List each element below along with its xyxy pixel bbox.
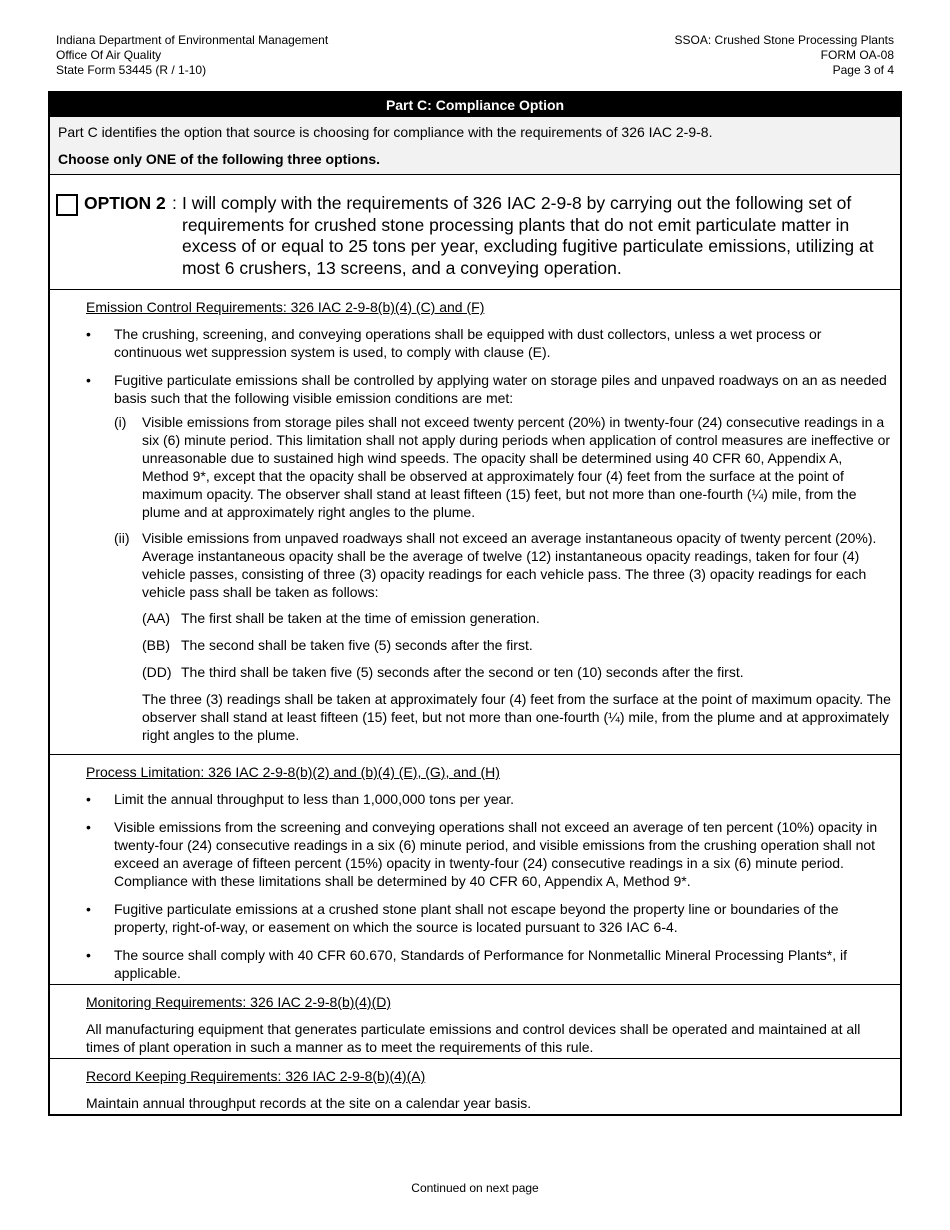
option-2 bbox=[50, 175, 900, 290]
process-limitation-title: Process Limitation: 326 IAC 2-9-8(b)(2) and (b)(4) (E), (G), and (H) bbox=[86, 764, 500, 780]
option-colon: : bbox=[172, 193, 177, 213]
intro-text: Part C identifies the option that source is choosing for compliance with the requirements of 326 IAC 2-9-8. bbox=[58, 124, 713, 140]
header-right bbox=[675, 33, 894, 78]
monitoring-title: Monitoring Requirements: 326 IAC 2-9-8(b)(4)(D) bbox=[86, 994, 391, 1010]
sub-item-ii: (ii) Visible emissions from unpaved roadways shall not exceed an average instantaneous opacity of twenty percent (20%). Average instantaneous opacity shall be the average of twelve (12) instantaneous opacity readings, taken for four (4) vehicle passes, consisting of three (3) opacity readings for each vehicle pass. The three (3) opacity readings for each vehicle pass shall be taken as follows: (AA) The first shall be taken at the time of emission generation. (BB) The second shall be taken five (5) seconds after the first. (DD) The third shall be taken five (5) seconds after the second or ten (10) seconds after the first. The three (3) readings shall be taken at approximately four (4) feet from the surface at the point of maximum opacity. The observer shall stand at least fifteen (15) feet, but not more than one-fourth (¼) mile, from the plume and at approximately right angles to the plume. bbox=[114, 530, 891, 743]
agency-name: Indiana Department of Environmental Management bbox=[56, 33, 329, 47]
sub-item-bb: (BB) The second shall be taken five (5) seconds after the first. bbox=[142, 637, 533, 653]
form-id: FORM OA-08 bbox=[820, 48, 894, 62]
emission-control-title: Emission Control Requirements: 326 IAC 2-9-8(b)(4) (C) and (F) bbox=[86, 299, 485, 315]
continued-note: Continued on next page bbox=[411, 1181, 539, 1195]
sub-item-dd: (DD) The third shall be taken five (5) seconds after the second or ten (10) seconds after the first. bbox=[142, 664, 744, 680]
page-number: Page 3 of 4 bbox=[832, 63, 894, 77]
record-keeping-text: Maintain annual throughput records at the site on a calendar year basis. bbox=[86, 1095, 532, 1111]
state-form-number: State Form 53445 (R / 1-10) bbox=[56, 63, 207, 77]
process-limitation-section bbox=[50, 755, 900, 985]
list-item: • The crushing, screening, and conveying operations shall be equipped with dust collectors, unless a wet process or continuous wet suppression system is used, to comply with clause (E). bbox=[86, 325, 892, 361]
sub-item-i: (i) Visible emissions from storage piles shall not exceed twenty percent (20%) in twenty-four (24) consecutive readings in a six (6) minute period. This limitation shall not apply during periods when application of control measures are ineffective or unreasonable due to sustained high wind speeds. The opacity shall be determined using 40 CFR 60, Appendix A, Method 9*, except that the opacity shall be observed at approximately four (4) feet from the surface at the point of maximum opacity. The observer shall stand at least fifteen (15) feet, but not more than one-fourth (¼) mile, from the plume and at approximately right angles to the plume. bbox=[114, 414, 891, 520]
readings-closing-text: The three (3) readings shall be taken at approximately four (4) feet from the surface at the point of maximum opacity. The observer shall stand at least fifteen (15) feet, but not more than one-fourth (¼) mile, from the plume and at approximately right angles to the plume. bbox=[142, 691, 891, 743]
office-name: Office Of Air Quality bbox=[56, 48, 162, 62]
list-item: • Fugitive particulate emissions shall be controlled by applying water on storage piles and unpaved roadways on an as needed basis such that the following visible emission conditions are met: (i) Visible emissions from storage piles shall not exceed twenty percent (20%) in twenty-four (24) consecutive readings in a six (6) minute period. This limitation shall not apply during periods when application of control measures are ineffective or unreasonable due to sustained high wind speeds. The opacity shall be determined using 40 CFR 60, Appendix A, Method 9*, except that the opacity shall be observed at approximately four (4) feet from the surface at the point of maximum opacity. The observer shall stand at least fifteen (15) feet, but not more than one-fourth (¼) mile, from the plume and at approximately right angles to the plume. (ii) Visible emissions from unpaved roadways shall not exceed an average instantaneous opacity of twenty percent (20%). Average instantaneous opacity shall be the average of twelve (12) instantaneous opacity readings, taken for four (4) vehicle passes, consisting of three (3) opacity readings for each vehicle pass. The three (3) opacity readings for each vehicle pass shall be taken as follows: (AA) The first shall be taken at the time of emission generation. (BB) The second shall be taken five (5) seconds after the first. (DD) The third shall be taken five (5) seconds after the second or ten (10) seconds after the first. The three (3) readings shall be taken at approximately four (4) feet from the surface at the point of maximum opacity. The observer shall stand at least fifteen (15) feet, but not more than one-fourth (¼) mile, from the plume and at approximately right angles to the plume. bbox=[86, 371, 892, 744]
list-item: • Limit the annual throughput to less than 1,000,000 tons per year. bbox=[86, 790, 892, 808]
option-2-text: I will comply with the requirements of 326 IAC 2-9-8 by carrying out the following set of requirements for crushed stone processing plants that do not emit particulate matter in excess of or equal to 25 tons per year, excluding fugitive particulate emissions, utilizing at most 6 crushers, 13 screens, and a conveying operation. bbox=[182, 193, 874, 278]
header-left bbox=[56, 33, 328, 78]
list-item: • The source shall comply with 40 CFR 60.670, Standards of Performance for Nonmetallic Mineral Processing Plants*, if applicable. bbox=[86, 946, 892, 982]
choose-instruction: Choose only ONE of the following three options. bbox=[58, 151, 380, 167]
part-c-form bbox=[48, 91, 902, 1116]
part-title: Part C: Compliance Option bbox=[50, 93, 900, 117]
record-keeping-section bbox=[50, 1059, 900, 1112]
option-2-checkbox[interactable] bbox=[56, 194, 78, 216]
form-subject: SSOA: Crushed Stone Processing Plants bbox=[674, 33, 894, 47]
emission-control-section bbox=[50, 290, 900, 755]
list-item: • Visible emissions from the screening and conveying operations shall not exceed an average of ten percent (10%) opacity in twenty-four (24) consecutive readings in a six (6) minute period, and visible emissions from the crushing operation shall not exceed an average of fifteen percent (15%) opacity in twenty-four (24) consecutive readings in a six (6) minute period. Compliance with these limitations shall be determined by 40 CFR 60, Appendix A, Method 9*. bbox=[86, 818, 892, 890]
intro-section bbox=[50, 117, 900, 175]
record-keeping-title: Record Keeping Requirements: 326 IAC 2-9-8(b)(4)(A) bbox=[86, 1068, 426, 1084]
option-2-label: OPTION 2 bbox=[84, 193, 166, 213]
sub-item-aa: (AA) The first shall be taken at the time of emission generation. bbox=[142, 610, 540, 626]
list-item: • Fugitive particulate emissions at a crushed stone plant shall not escape beyond the property line or boundaries of the property, right-of-way, or easement on which the source is located pursuant to 326 IAC 6-4. bbox=[86, 900, 892, 936]
monitoring-text: All manufacturing equipment that generates particulate emissions and control devices shall be operated and maintained at all times of plant operation in such a manner as to meet the requirements of this rule. bbox=[86, 1021, 861, 1055]
monitoring-section bbox=[50, 985, 900, 1059]
